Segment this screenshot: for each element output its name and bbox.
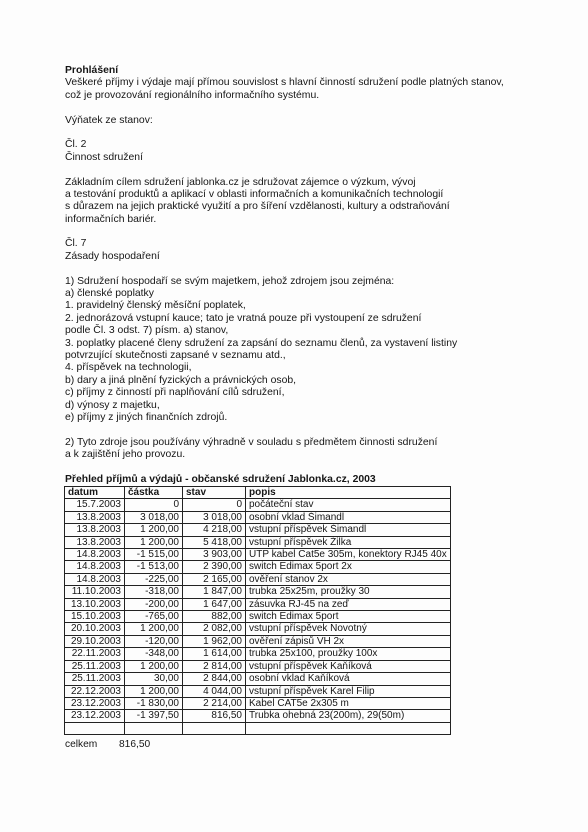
table-row <box>65 536 451 548</box>
date-cell: 20.10.2003 <box>65 623 125 635</box>
amount-cell: -120,00 <box>125 635 183 647</box>
date-cell: 14.8.2003 <box>65 561 125 573</box>
date-cell: 22.11.2003 <box>65 648 125 660</box>
balance-cell: 2 214,00 <box>183 697 246 709</box>
balance-cell: 3 903,00 <box>183 549 246 561</box>
amount-cell: 1 200,00 <box>125 623 183 635</box>
text-line: informačních bariér. <box>65 213 157 225</box>
amount-cell: 1 200,00 <box>125 685 183 697</box>
date-cell: 11.10.2003 <box>65 586 125 598</box>
amount-cell: -1 830,00 <box>125 697 183 709</box>
amount-cell: -1 397,50 <box>125 710 183 722</box>
date-cell: 22.12.2003 <box>65 685 125 697</box>
amount-cell: -765,00 <box>125 611 183 623</box>
date-cell: 13.8.2003 <box>65 524 125 536</box>
balance-cell: 4 044,00 <box>183 685 246 697</box>
balance-cell: 2 844,00 <box>183 673 246 685</box>
balance-cell: 882,00 <box>183 611 246 623</box>
blank-line <box>65 424 535 436</box>
text-line: Čl. 7 <box>65 238 87 250</box>
description-cell: osobní vklad Kaňíková <box>246 673 451 685</box>
total-value: 816,50 <box>119 739 151 750</box>
text-line: e) příjmy z jiných finančních zdrojů. <box>65 411 228 423</box>
header-balance: stav <box>183 487 246 499</box>
date-cell: 25.11.2003 <box>65 673 125 685</box>
blank-line <box>65 226 535 238</box>
table-row <box>65 673 451 685</box>
income-expense-table <box>64 486 451 735</box>
description-cell: vstupní příspěvek Novotný <box>246 623 451 635</box>
amount-cell: 1 200,00 <box>125 524 183 536</box>
blank-line <box>65 102 535 114</box>
date-cell: 25.11.2003 <box>65 660 125 672</box>
table-row <box>65 499 451 511</box>
balance-cell: 1 847,00 <box>183 586 246 598</box>
description-cell: ověření zápisů VH 2x <box>246 635 451 647</box>
text-line: Výňatek ze stanov: <box>65 114 153 126</box>
table-row <box>65 635 451 647</box>
date-cell: 13.8.2003 <box>65 536 125 548</box>
text-line: 2) Tyto zdroje jsou používány výhradně v souladu s předmětem činnosti sdružení <box>65 436 438 448</box>
balance-cell: 1 614,00 <box>183 648 246 660</box>
amount-cell: -225,00 <box>125 573 183 585</box>
blank-line <box>65 263 535 275</box>
description-cell: osobní vklad Šimandl <box>246 511 451 523</box>
table-row <box>65 697 451 709</box>
balance-cell: 2 082,00 <box>183 623 246 635</box>
balance-cell: 2 390,00 <box>183 561 246 573</box>
amount-cell: 3 018,00 <box>125 511 183 523</box>
date-cell: 23.12.2003 <box>65 697 125 709</box>
description-cell: vstupní příspěvek Karel Filip <box>246 685 451 697</box>
table-row <box>65 561 451 573</box>
table-row <box>65 524 451 536</box>
description-cell: switch Edimax 5port 2x <box>246 561 451 573</box>
text-line: Základním cílem sdružení jablonka.cz je sdružovat zájemce o výzkum, vývoj <box>65 176 416 188</box>
table-row <box>65 722 451 734</box>
description-cell: trubka 25x25m, proužky 30 <box>246 586 451 598</box>
balance-cell: 4 218,00 <box>183 524 246 536</box>
amount-cell: 1 200,00 <box>125 536 183 548</box>
section-heading: Prohlášení <box>65 65 119 76</box>
table-row <box>65 586 451 598</box>
table-header-row <box>65 487 451 499</box>
text-line: 4. příspěvek na technologii, <box>65 362 192 374</box>
amount-cell: -1 513,00 <box>125 561 183 573</box>
text-line: Čl. 2 <box>65 139 87 151</box>
table-row <box>65 648 451 660</box>
total-row <box>65 739 151 750</box>
amount-cell: -1 515,00 <box>125 549 183 561</box>
table-row <box>65 573 451 585</box>
text-line: 3. poplatky placené členy sdružení za zapsání do seznamu členů, za vystavení listiny <box>65 337 458 349</box>
amount-cell: -318,00 <box>125 586 183 598</box>
description-cell: Kabel CAT5e 2x305 m <box>246 697 451 709</box>
amount-cell: -348,00 <box>125 648 183 660</box>
balance-cell: 1 647,00 <box>183 598 246 610</box>
amount-cell <box>125 722 183 734</box>
balance-cell: 5 418,00 <box>183 536 246 548</box>
description-cell: switch Edimax 5port <box>246 611 451 623</box>
text-line: s důrazem na jejich praktické využití a pro šíření vzdělanosti, kultury a odstraňování <box>65 201 450 213</box>
table-body <box>65 499 451 735</box>
description-cell: trubka 25x100, proužky 100x <box>246 648 451 660</box>
header-amount: částka <box>125 487 183 499</box>
date-cell: 14.8.2003 <box>65 573 125 585</box>
text-line: a testování produktů a aplikací v oblasti informačních a komunikačních technologií <box>65 188 444 200</box>
text-line: c) příjmy z činností při naplňování cílů sdružení, <box>65 387 285 399</box>
description-cell <box>246 722 451 734</box>
table-row <box>65 623 451 635</box>
table-row <box>65 685 451 697</box>
total-label: celkem <box>65 739 98 750</box>
balance-cell: 2 165,00 <box>183 573 246 585</box>
date-cell <box>65 722 125 734</box>
text-line: a) členské poplatky <box>65 288 154 300</box>
balance-cell: 816,50 <box>183 710 246 722</box>
description-cell: počáteční stav <box>246 499 451 511</box>
table-row <box>65 511 451 523</box>
balance-cell: 3 018,00 <box>183 511 246 523</box>
amount-cell: 1 200,00 <box>125 660 183 672</box>
amount-cell: 0 <box>125 499 183 511</box>
table-row <box>65 660 451 672</box>
text-line: 1. pravidelný členský měsíční poplatek, <box>65 300 246 312</box>
description-cell: vstupní příspěvek Kaňíková <box>246 660 451 672</box>
blank-line <box>65 164 535 176</box>
table-title: Přehled příjmů a výdajů - občanské sdružení Jablonka.cz, 2003 <box>65 474 376 485</box>
description-cell: vstupní příspěvek Žilka <box>246 536 451 548</box>
table-row <box>65 710 451 722</box>
date-cell: 23.12.2003 <box>65 710 125 722</box>
header-date: datum <box>65 487 125 499</box>
date-cell: 13.10.2003 <box>65 598 125 610</box>
balance-cell: 2 814,00 <box>183 660 246 672</box>
description-cell: UTP kabel Cat5e 305m, konektory RJ45 40x <box>246 549 451 561</box>
description-cell: zásuvka RJ-45 na zeď <box>246 598 451 610</box>
text-line: b) dary a jiná plnění fyzických a právnických osob, <box>65 374 297 386</box>
text-line: 1) Sdružení hospodaří se svým majetkem, jehož zdrojem jsou zejména: <box>65 275 395 287</box>
table-row <box>65 598 451 610</box>
text-line: 2. jednorázová vstupní kauce; tato je vratná pouze při vystoupení ze sdružení <box>65 312 422 324</box>
text-line: d) výnosy z majetku, <box>65 399 160 411</box>
balance-cell <box>183 722 246 734</box>
text-line: Činnost sdružení <box>65 151 143 163</box>
text-line: a k zajištění jeho provozu. <box>65 449 186 461</box>
description-cell: ověření stanov 2x <box>246 573 451 585</box>
blank-line <box>65 127 535 139</box>
date-cell: 29.10.2003 <box>65 635 125 647</box>
text-line: podle Čl. 3 odst. 7) písm. a) stanov, <box>65 325 229 337</box>
text-line: potvrzující skutečnosti zapsané v seznamu atd., <box>65 349 286 361</box>
date-cell: 14.8.2003 <box>65 549 125 561</box>
balance-cell: 0 <box>183 499 246 511</box>
date-cell: 13.8.2003 <box>65 511 125 523</box>
amount-cell: 30,00 <box>125 673 183 685</box>
text-line: Zásady hospodaření <box>65 250 160 262</box>
text-line: což je provozování regionálního informačního systému. <box>65 89 320 101</box>
date-cell: 15.7.2003 <box>65 499 125 511</box>
declaration-text <box>65 65 535 462</box>
header-description: popis <box>246 487 451 499</box>
balance-cell: 1 962,00 <box>183 635 246 647</box>
description-cell: vstupní příspěvek Šimandl <box>246 524 451 536</box>
text-line: Veškeré příjmy i výdaje mají přímou souvislost s hlavní činností sdružení podle platných stanov, <box>65 77 504 89</box>
description-cell: Trubka ohebná 23(200m), 29(50m) <box>246 710 451 722</box>
amount-cell: -200,00 <box>125 598 183 610</box>
date-cell: 15.10.2003 <box>65 611 125 623</box>
table-row <box>65 549 451 561</box>
table-row <box>65 611 451 623</box>
